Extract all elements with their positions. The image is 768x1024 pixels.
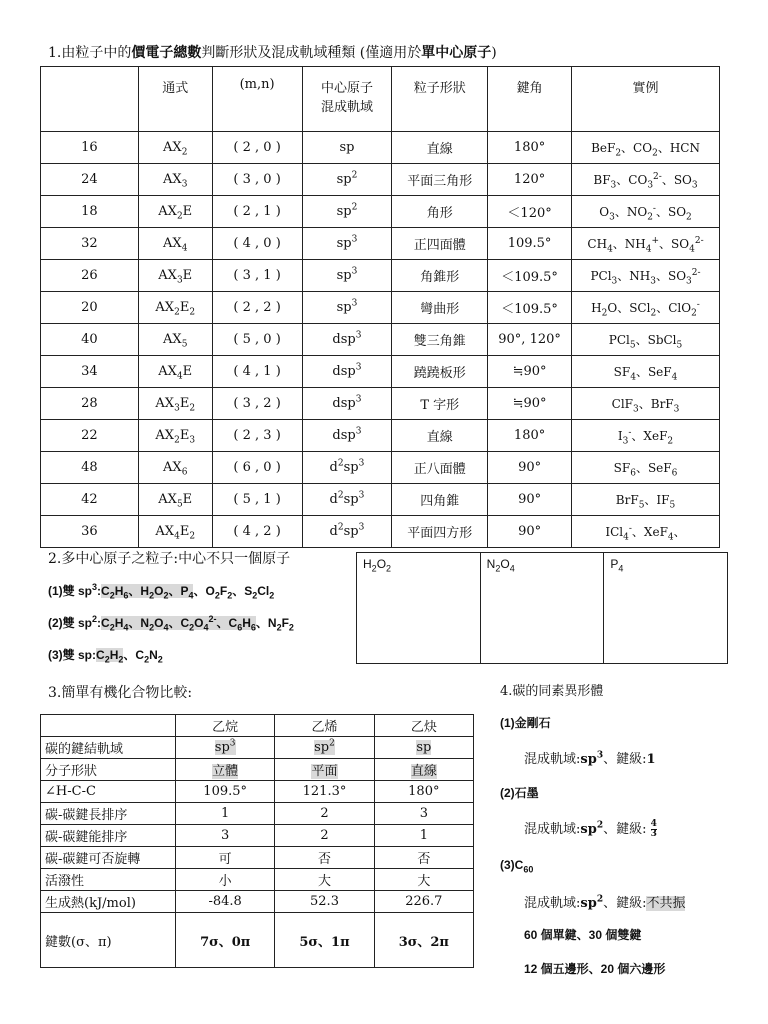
vsepr-cell-n: 48: [41, 452, 139, 484]
organic-bond-cell: 7σ、0π: [176, 913, 275, 968]
table-row: [41, 356, 720, 388]
table-row: [41, 420, 720, 452]
vsepr-cell-hyb: $sp^2$: [302, 164, 392, 196]
vsepr-header-cell: [41, 67, 139, 132]
organic-cell: [374, 737, 473, 759]
vsepr-cell-formula: $AX_3$: [138, 164, 212, 196]
box-p4: $P_4$: [604, 553, 728, 664]
vsepr-cell-angle: 109.5°: [488, 228, 572, 260]
vsepr-table-header: [41, 67, 720, 132]
organic-cell: -84.8: [176, 891, 275, 913]
vsepr-cell-shape: 雙三角錐: [392, 324, 488, 356]
vsepr-cell-formula: $AX_5$: [138, 324, 212, 356]
vsepr-cell-hyb: dsp$^3$: [302, 388, 392, 420]
table-row: [41, 891, 474, 913]
organic-cell: 小: [176, 869, 275, 891]
double-sp2-line: (2)雙 $sp^2:C_2H_4$、$N_2O_4$、$C_2O_4^{2-}$、$C_6H_6$、$N_2F_2$: [48, 614, 294, 633]
vsepr-cell-angle: ＜109.5°: [488, 292, 572, 324]
box-n2o4: $N_2O_4$: [480, 553, 604, 664]
section1-title-bold2: 單中心原子: [421, 45, 492, 61]
vsepr-cell-formula: $AX_6$: [138, 452, 212, 484]
organic-cell: 2: [275, 803, 374, 825]
bond-order-fraction: [651, 820, 657, 839]
section1-title-mid: 判斷形狀及混成軌域種類 (僅適用於: [201, 45, 422, 61]
vsepr-cell-hyb: $d^2sp^3$: [302, 516, 392, 548]
graphite-heading: (2)石墨: [500, 786, 539, 800]
vsepr-cell-shape: 四角錐: [392, 484, 488, 516]
organic-cell-highlight: 直線: [410, 764, 437, 779]
organic-cell: [275, 737, 374, 759]
organic-cell: 1: [176, 803, 275, 825]
vsepr-cell-n: 20: [41, 292, 139, 324]
section2: [48, 548, 294, 676]
organic-cell: 大: [275, 869, 374, 891]
organic-cell-highlight: 平面: [311, 764, 338, 779]
vsepr-cell-mn: ( 5 , 1 ): [212, 484, 302, 516]
vsepr-cell-angle: 120°: [488, 164, 572, 196]
vsepr-cell-mn: ( 3 , 1 ): [212, 260, 302, 292]
fraction-denominator: 3: [650, 829, 657, 839]
vsepr-cell-angle: 90°, 120°: [488, 324, 572, 356]
vsepr-header-cell: (m,n): [212, 67, 302, 132]
vsepr-cell-formula: $AX_4E$: [138, 356, 212, 388]
organic-cell: [176, 759, 275, 781]
vsepr-cell-formula: $AX_3E_2$: [138, 388, 212, 420]
section1-title-post: ): [491, 45, 497, 61]
organic-header-empty: [41, 715, 176, 737]
graphite-info: [500, 818, 685, 858]
table-row: [41, 292, 720, 324]
vsepr-cell-mn: ( 5 , 0 ): [212, 324, 302, 356]
section1-title-bold: 價電子總數: [131, 45, 202, 61]
double-sp-line: (3)雙 $sp:C_2H_2$、$C_2N_2$: [48, 648, 163, 665]
vsepr-cell-shape: 平面三角形: [392, 164, 488, 196]
vsepr-cell-n: 26: [41, 260, 139, 292]
vsepr-cell-ex: $SF_4$、SeF$_4$: [572, 356, 720, 388]
table-row: [41, 516, 720, 548]
organic-cell: 52.3: [275, 891, 374, 913]
vsepr-cell-n: 42: [41, 484, 139, 516]
vsepr-cell-shape: 角形: [392, 196, 488, 228]
vsepr-cell-shape: 彎曲形: [392, 292, 488, 324]
vsepr-cell-shape: 蹺蹺板形: [392, 356, 488, 388]
table-row: [41, 132, 720, 164]
double-sp3-line: (1)雙 $sp^3:C_2H_6$、$H_2O_2$、$P_4$、$O_2F_2$、$S_2Cl_2$: [48, 582, 275, 601]
vsepr-cell-mn: ( 2 , 0 ): [212, 132, 302, 164]
table-row: [41, 484, 720, 516]
vsepr-cell-hyb: dsp$^3$: [302, 420, 392, 452]
section4-title: 4.碳的同素異形體: [500, 684, 604, 699]
section3-title: 3.簡單有機化合物比較:: [48, 685, 193, 701]
organic-bond-cell: 5σ、1π: [275, 913, 374, 968]
table-row: [41, 847, 474, 869]
table-row: [41, 164, 720, 196]
diamond-info: 混成軌域$:sp^3$、鍵級:1: [524, 750, 656, 767]
c60-faces: 12 個五邊形、20 個六邊形: [524, 962, 666, 976]
organic-cell: [275, 759, 374, 781]
vsepr-cell-angle: 180°: [488, 132, 572, 164]
vsepr-cell-formula: $AX_4$: [138, 228, 212, 260]
table-row: [41, 803, 474, 825]
vsepr-cell-mn: ( 4 , 1 ): [212, 356, 302, 388]
c60-heading: $(3)C_{60}$: [500, 858, 534, 875]
organic-comparison-table: [40, 714, 474, 968]
organic-cell: 3: [176, 825, 275, 847]
vsepr-header-cell: 鍵角: [488, 67, 572, 132]
vsepr-cell-n: 28: [41, 388, 139, 420]
diamond-heading: (1)金剛石: [500, 716, 551, 730]
vsepr-cell-n: 22: [41, 420, 139, 452]
vsepr-cell-ex: BeF$_2$、$CO_2$、HCN: [572, 132, 720, 164]
organic-row-label: 鍵數(σ、π): [41, 913, 176, 968]
organic-cell-highlight: $sp^2$: [314, 738, 335, 755]
vsepr-cell-formula: $AX_4E_2$: [138, 516, 212, 548]
vsepr-cell-n: 32: [41, 228, 139, 260]
vsepr-cell-angle: 90°: [488, 484, 572, 516]
vsepr-cell-n: 16: [41, 132, 139, 164]
vsepr-table: [40, 66, 720, 548]
vsepr-header-cell: 中心原子 混成軌域: [302, 67, 392, 132]
vsepr-cell-angle: ＜109.5°: [488, 260, 572, 292]
organic-row-label: 活潑性: [41, 869, 176, 891]
vsepr-cell-ex: $CH_4$、$NH_4^+$、$SO_4^{2-}$: [572, 228, 720, 260]
vsepr-cell-n: 36: [41, 516, 139, 548]
table-row: [41, 781, 474, 803]
vsepr-cell-ex: ICl$_4$-、XeF$_4$、: [572, 516, 720, 548]
organic-cell: 可: [176, 847, 275, 869]
section1-title: [48, 42, 497, 62]
vsepr-cell-formula: $AX_5E$: [138, 484, 212, 516]
organic-cell-highlight: $sp^3$: [214, 738, 236, 755]
vsepr-cell-mn: ( 6 , 0 ): [212, 452, 302, 484]
vsepr-cell-ex: $I_3^-$、XeF$_2$: [572, 420, 720, 452]
vsepr-cell-mn: ( 2 , 2 ): [212, 292, 302, 324]
organic-row-label: ∠H-C-C: [41, 781, 176, 803]
organic-cell: 1: [374, 825, 473, 847]
c60-info: 混成軌域$:sp^2$、鍵級:不共振: [524, 894, 686, 911]
organic-cell: 大: [374, 869, 473, 891]
organic-cell: 2: [275, 825, 374, 847]
table-row: [41, 452, 720, 484]
table-row: [41, 869, 474, 891]
table-row: [41, 228, 720, 260]
structure-drawing-boxes: [356, 552, 728, 664]
fraction-numerator: 4: [650, 819, 657, 829]
organic-header-row: [41, 715, 474, 737]
section1-title-pre: 1.由粒子中的: [48, 45, 132, 61]
organic-cell: 否: [374, 847, 473, 869]
vsepr-cell-mn: ( 4 , 0 ): [212, 228, 302, 260]
organic-cell-highlight: 立體: [212, 764, 239, 779]
organic-cell: [176, 737, 275, 759]
vsepr-cell-mn: ( 3 , 2 ): [212, 388, 302, 420]
vsepr-cell-mn: ( 4 , 2 ): [212, 516, 302, 548]
vsepr-cell-mn: ( 2 , 1 ): [212, 196, 302, 228]
table-row: [41, 260, 720, 292]
vsepr-cell-hyb: $sp^2$: [302, 196, 392, 228]
table-row: [41, 388, 720, 420]
organic-row-label: 碳-碳鍵可否旋轉: [41, 847, 176, 869]
vsepr-header-cell: 通式: [138, 67, 212, 132]
vsepr-cell-hyb: $sp^3$: [302, 260, 392, 292]
section4: [500, 680, 685, 994]
organic-cell: 121.3°: [275, 781, 374, 803]
vsepr-cell-angle: 90°: [488, 516, 572, 548]
vsepr-cell-n: 24: [41, 164, 139, 196]
vsepr-cell-ex: $BF_3$、$CO_3^{2-}$、$SO_3$: [572, 164, 720, 196]
table-row: [41, 825, 474, 847]
vsepr-cell-shape: 直線: [392, 132, 488, 164]
vsepr-cell-hyb: $sp^3$: [302, 292, 392, 324]
organic-cell: 226.7: [374, 891, 473, 913]
vsepr-cell-n: 34: [41, 356, 139, 388]
vsepr-cell-hyb: dsp$^3$: [302, 324, 392, 356]
organic-row-label: 碳-碳鍵長排序: [41, 803, 176, 825]
vsepr-cell-hyb: $sp^3$: [302, 228, 392, 260]
organic-bond-row: [41, 913, 474, 968]
vsepr-cell-formula: $AX_2E_3$: [138, 420, 212, 452]
vsepr-cell-hyb: sp: [302, 132, 392, 164]
vsepr-cell-n: 40: [41, 324, 139, 356]
organic-header-cell: 乙炔: [374, 715, 473, 737]
table-row: [41, 324, 720, 356]
vsepr-cell-ex: PCl$_5$、SbCl$_5$: [572, 324, 720, 356]
organic-header-cell: 乙烷: [176, 715, 275, 737]
vsepr-header-cell: 粒子形狀: [392, 67, 488, 132]
organic-row-label: 碳-碳鍵能排序: [41, 825, 176, 847]
vsepr-cell-ex: $H_2O$、SCl$_2$、ClO$_2$-: [572, 292, 720, 324]
vsepr-cell-angle: ≒90°: [488, 356, 572, 388]
vsepr-cell-mn: ( 3 , 0 ): [212, 164, 302, 196]
vsepr-cell-formula: $AX_3E$: [138, 260, 212, 292]
box-h2o2: $H_2O_2$: [357, 553, 481, 664]
vsepr-cell-shape: 正八面體: [392, 452, 488, 484]
vsepr-cell-mn: ( 2 , 3 ): [212, 420, 302, 452]
vsepr-cell-angle: ＜120°: [488, 196, 572, 228]
vsepr-cell-ex: BrF$_5$、$IF_5$: [572, 484, 720, 516]
vsepr-header-cell: 實例: [572, 67, 720, 132]
table-row: [41, 737, 474, 759]
vsepr-cell-formula: $AX_2E$: [138, 196, 212, 228]
vsepr-cell-angle: ≒90°: [488, 388, 572, 420]
vsepr-cell-formula: $AX_2$: [138, 132, 212, 164]
c60-bonds: 60 個單鍵、30 個雙鍵: [524, 928, 642, 942]
organic-cell: 否: [275, 847, 374, 869]
organic-cell-highlight: sp: [416, 740, 432, 755]
vsepr-cell-formula: $AX_2E_2$: [138, 292, 212, 324]
organic-row-label: 碳的鍵結軌域: [41, 737, 176, 759]
vsepr-cell-ex: ClF$_3$、BrF$_3$: [572, 388, 720, 420]
vsepr-table-body: [41, 132, 720, 548]
organic-cell: 109.5°: [176, 781, 275, 803]
vsepr-cell-shape: 平面四方形: [392, 516, 488, 548]
vsepr-cell-angle: 90°: [488, 452, 572, 484]
organic-row-label: 生成熱(kJ/mol): [41, 891, 176, 913]
vsepr-cell-shape: 角錐形: [392, 260, 488, 292]
vsepr-cell-ex: PCl$_3$、$NH_3$、$SO_3^{2-}$: [572, 260, 720, 292]
vsepr-cell-n: 18: [41, 196, 139, 228]
vsepr-cell-hyb: $d^2sp^3$: [302, 452, 392, 484]
table-row: [41, 759, 474, 781]
organic-cell: [374, 759, 473, 781]
vsepr-cell-hyb: $d^2sp^3$: [302, 484, 392, 516]
vsepr-cell-shape: 正四面體: [392, 228, 488, 260]
vsepr-cell-ex: $O_3$、$NO_2^-$、$SO_2$: [572, 196, 720, 228]
organic-cell: 3: [374, 803, 473, 825]
vsepr-cell-shape: T 字形: [392, 388, 488, 420]
vsepr-cell-shape: 直線: [392, 420, 488, 452]
vsepr-cell-hyb: dsp$^3$: [302, 356, 392, 388]
vsepr-cell-angle: 180°: [488, 420, 572, 452]
table-row: [41, 196, 720, 228]
organic-row-label: 分子形狀: [41, 759, 176, 781]
organic-bond-cell: 3σ、2π: [374, 913, 473, 968]
section2-title: 2.多中心原子之粒子:中心不只一個原子: [48, 551, 291, 567]
organic-header-cell: 乙烯: [275, 715, 374, 737]
vsepr-cell-ex: $SF_6$、SeF$_6$: [572, 452, 720, 484]
organic-cell: 180°: [374, 781, 473, 803]
graphite-info-text: 混成軌域$:sp^2$、鍵級:: [524, 820, 651, 837]
